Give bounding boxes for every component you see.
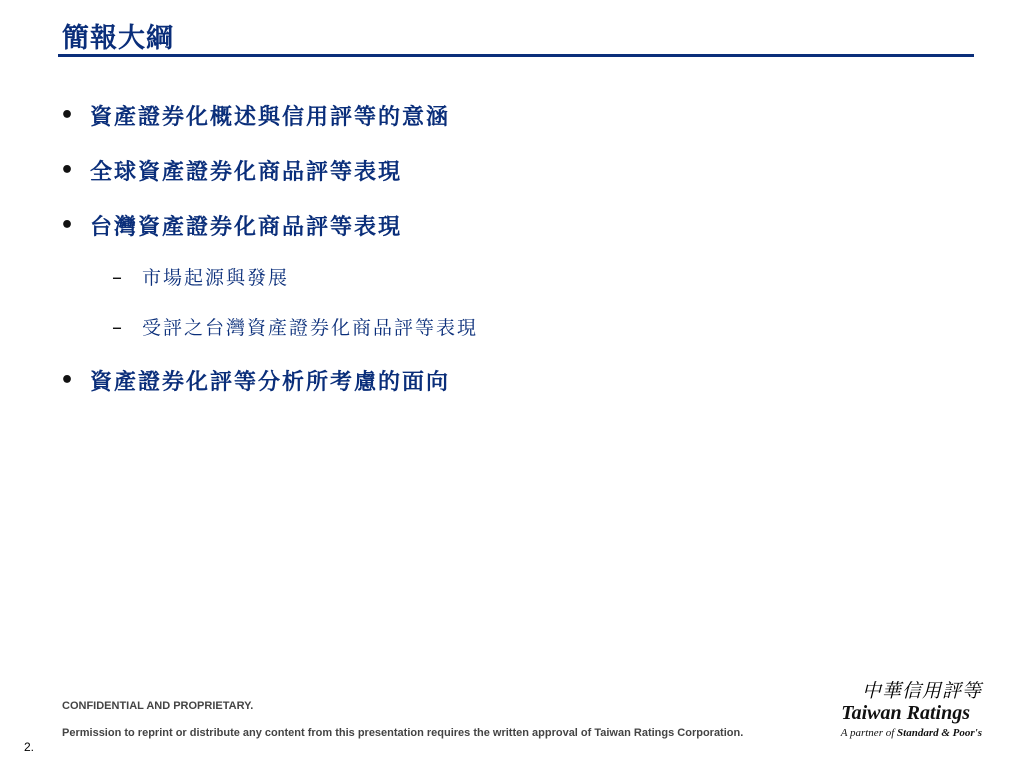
title-divider — [58, 54, 974, 57]
logo-chinese-name: 中華信用評等 — [861, 680, 982, 702]
footer-permission-notice: Permission to reprint or distribute any content from this presentation requires the written approval of Taiwan Ratings Corporation. — [62, 727, 744, 739]
bullet-icon: • — [60, 158, 77, 183]
bullet-icon: • — [60, 368, 77, 393]
outline-subitem-text: 市場起源與發展 — [142, 267, 290, 289]
bullet-icon: • — [60, 103, 77, 128]
dash-icon: – — [112, 264, 124, 289]
outline-subitem-text: 受評之台灣資產證券化商品評等表現 — [142, 317, 479, 339]
footer-confidential-notice: CONFIDENTIAL AND PROPRIETARY. — [62, 700, 254, 712]
outline-item — [60, 210, 402, 241]
outline-item-text: 台灣資產證券化商品評等表現 — [90, 214, 403, 240]
bullet-icon: • — [60, 213, 77, 238]
outline-item-text: 全球資產證券化商品評等表現 — [90, 159, 403, 185]
outline-item — [60, 100, 450, 131]
logo-english-name: Taiwan Ratings — [841, 702, 970, 724]
outline-item — [60, 155, 402, 186]
page-number: 2. — [24, 740, 35, 754]
outline-item-text: 資產證券化概述與信用評等的意涵 — [90, 104, 451, 130]
outline-subitem — [112, 263, 289, 290]
dash-icon: – — [112, 314, 124, 339]
logo-partner-name: Standard & Poor's — [897, 727, 982, 739]
taiwan-ratings-logo — [826, 676, 982, 744]
outline-subitem — [112, 313, 478, 340]
outline-item — [60, 365, 450, 396]
slide-title: 簡報大綱 — [62, 23, 174, 54]
logo-partner-line — [826, 727, 982, 739]
outline-item-text: 資產證券化評等分析所考慮的面向 — [90, 369, 451, 395]
logo-partner-prefix: A partner of — [840, 727, 898, 739]
